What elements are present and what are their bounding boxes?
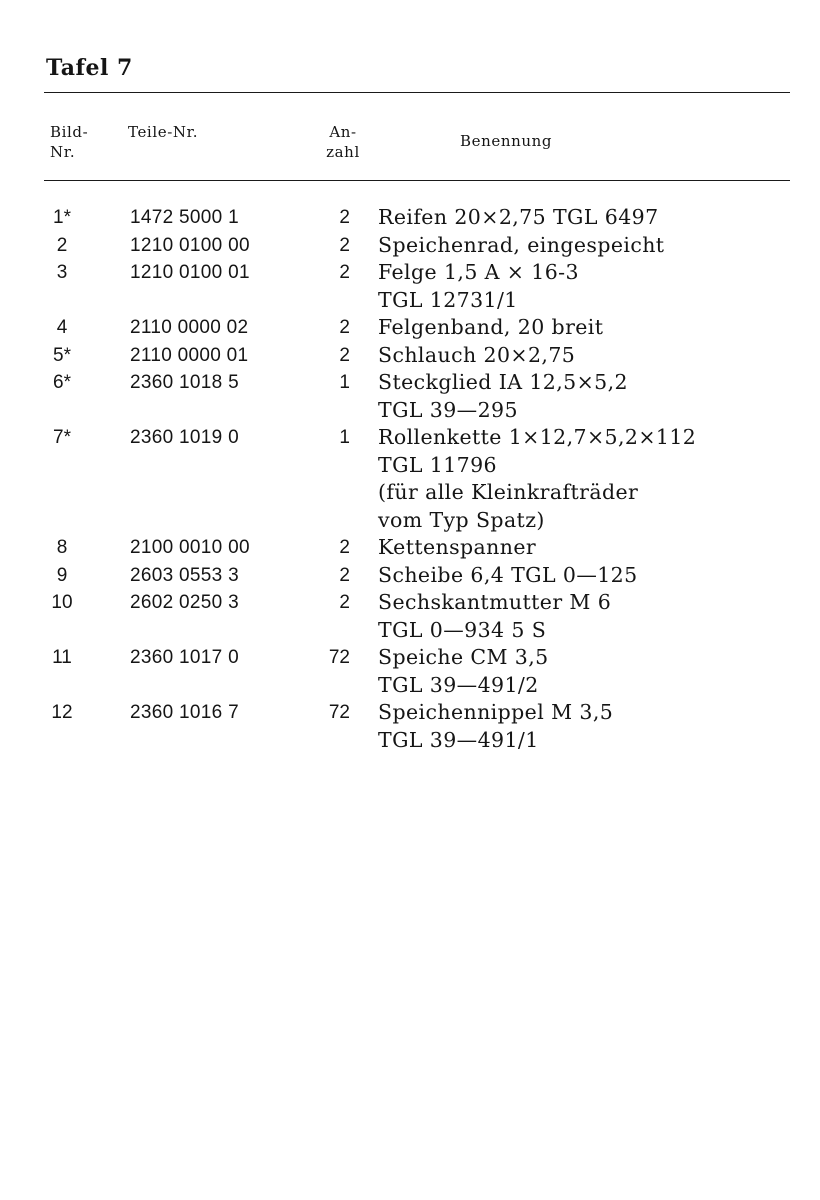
cell-bild-nr: 1*	[53, 207, 71, 228]
cell-anzahl: 2	[339, 564, 350, 586]
table-row	[0, 369, 820, 424]
cell-teile-nr: 2360 1018 5	[130, 372, 239, 393]
cell-benennung	[378, 369, 628, 424]
header-anzahl	[316, 122, 370, 162]
table-row	[0, 562, 820, 590]
header-benennung: Benennung	[460, 132, 553, 150]
header-bottom-rule	[44, 180, 790, 181]
parts-table	[0, 204, 820, 754]
table-row	[0, 259, 820, 314]
cell-teile-nr: 2110 0000 02	[130, 317, 249, 338]
cell-teile-nr: 1210 0100 01	[130, 262, 250, 283]
cell-teile-nr: 1210 0100 00	[130, 234, 250, 256]
table-row	[0, 644, 820, 699]
benennung-line: Speichenrad, eingespeicht	[378, 232, 665, 257]
benennung-line: (für alle Kleinkrafträder	[378, 480, 639, 504]
benennung-line: TGL 39—491/1	[378, 727, 539, 752]
cell-benennung	[378, 342, 575, 370]
benennung-line: TGL 0—934 5 S	[378, 617, 547, 642]
cell-bild-nr: 7*	[53, 427, 71, 448]
table-row	[0, 342, 820, 370]
cell-bild-nr: 8	[56, 537, 68, 558]
cell-benennung	[378, 204, 659, 232]
cell-benennung	[378, 699, 613, 754]
cell-anzahl: 1	[339, 372, 350, 393]
cell-bild-nr: 2	[56, 234, 68, 256]
cell-teile-nr: 2360 1016 7	[130, 702, 239, 723]
cell-bild-nr: 10	[51, 592, 73, 613]
cell-anzahl: 1	[339, 427, 350, 448]
cell-benennung	[378, 424, 696, 534]
cell-anzahl: 72	[328, 647, 350, 668]
benennung-line: Felgenband, 20 breit	[378, 315, 604, 339]
header-teile-nr: Teile-Nr.	[128, 123, 199, 141]
cell-teile-nr: 2603 0553 3	[130, 564, 239, 586]
cell-anzahl: 2	[339, 537, 350, 558]
cell-bild-nr: 9	[56, 564, 68, 586]
benennung-line: vom Typ Spatz)	[378, 507, 545, 532]
cell-bild-nr: 11	[52, 647, 72, 668]
benennung-line: Schlauch 20×2,75	[378, 342, 576, 367]
cell-teile-nr: 2110 0000 01	[130, 344, 249, 366]
cell-anzahl: 2	[339, 344, 350, 366]
cell-anzahl: 2	[339, 234, 350, 256]
benennung-line: Scheibe 6,4 TGL 0—125	[378, 562, 638, 587]
benennung-line: TGL 39—491/2	[378, 672, 539, 697]
cell-anzahl: 2	[339, 262, 350, 283]
table-row	[0, 204, 820, 232]
benennung-line: Rollenkette 1×12,7×5,2×112	[378, 425, 697, 449]
header-anzahl-line-2: zahl	[326, 143, 360, 161]
cell-benennung	[378, 534, 536, 562]
cell-bild-nr: 6*	[53, 372, 71, 393]
cell-bild-nr: 12	[51, 702, 73, 723]
cell-teile-nr: 2360 1019 0	[130, 427, 239, 448]
header-bild-line-2: Nr.	[50, 143, 76, 161]
benennung-line: TGL 11796	[378, 452, 497, 477]
cell-anzahl: 2	[339, 207, 350, 228]
cell-benennung	[378, 259, 579, 314]
benennung-line: Reifen 20×2,75 TGL 6497	[378, 205, 659, 229]
cell-bild-nr: 3	[56, 262, 68, 283]
cell-benennung	[378, 232, 664, 260]
table-row	[0, 589, 820, 644]
cell-benennung	[378, 644, 549, 699]
table-row	[0, 232, 820, 260]
cell-bild-nr: 4	[56, 317, 68, 338]
benennung-line: TGL 39—295	[378, 397, 518, 422]
cell-benennung	[378, 589, 611, 644]
table-row	[0, 424, 820, 534]
benennung-line: TGL 12731/1	[378, 287, 518, 312]
cell-anzahl: 2	[339, 592, 350, 613]
table-row	[0, 699, 820, 754]
benennung-line: Felge 1,5 A × 16-3	[378, 260, 579, 284]
cell-benennung	[378, 562, 638, 590]
header-top-rule	[44, 92, 790, 93]
cell-teile-nr: 1472 5000 1	[130, 207, 239, 228]
benennung-line: Sechskantmutter M 6	[378, 590, 612, 614]
header-bild-nr	[50, 122, 88, 162]
cell-anzahl: 72	[328, 702, 350, 723]
header-bild-line-1: Bild-	[50, 123, 89, 141]
cell-teile-nr: 2100 0010 00	[130, 537, 250, 558]
header-anzahl-line-1: An-	[329, 123, 357, 141]
cell-benennung	[378, 314, 603, 342]
cell-anzahl: 2	[339, 317, 350, 338]
cell-teile-nr: 2360 1017 0	[130, 647, 239, 668]
table-row	[0, 534, 820, 562]
benennung-line: Speichennippel M 3,5	[378, 700, 614, 724]
benennung-line: Kettenspanner	[378, 535, 537, 559]
benennung-line: Speiche CM 3,5	[378, 645, 549, 669]
page-title: Tafel 7	[46, 55, 133, 81]
table-row	[0, 314, 820, 342]
benennung-line: Steckglied IA 12,5×5,2	[378, 370, 628, 394]
cell-teile-nr: 2602 0250 3	[130, 592, 239, 613]
cell-bild-nr: 5*	[53, 344, 71, 366]
